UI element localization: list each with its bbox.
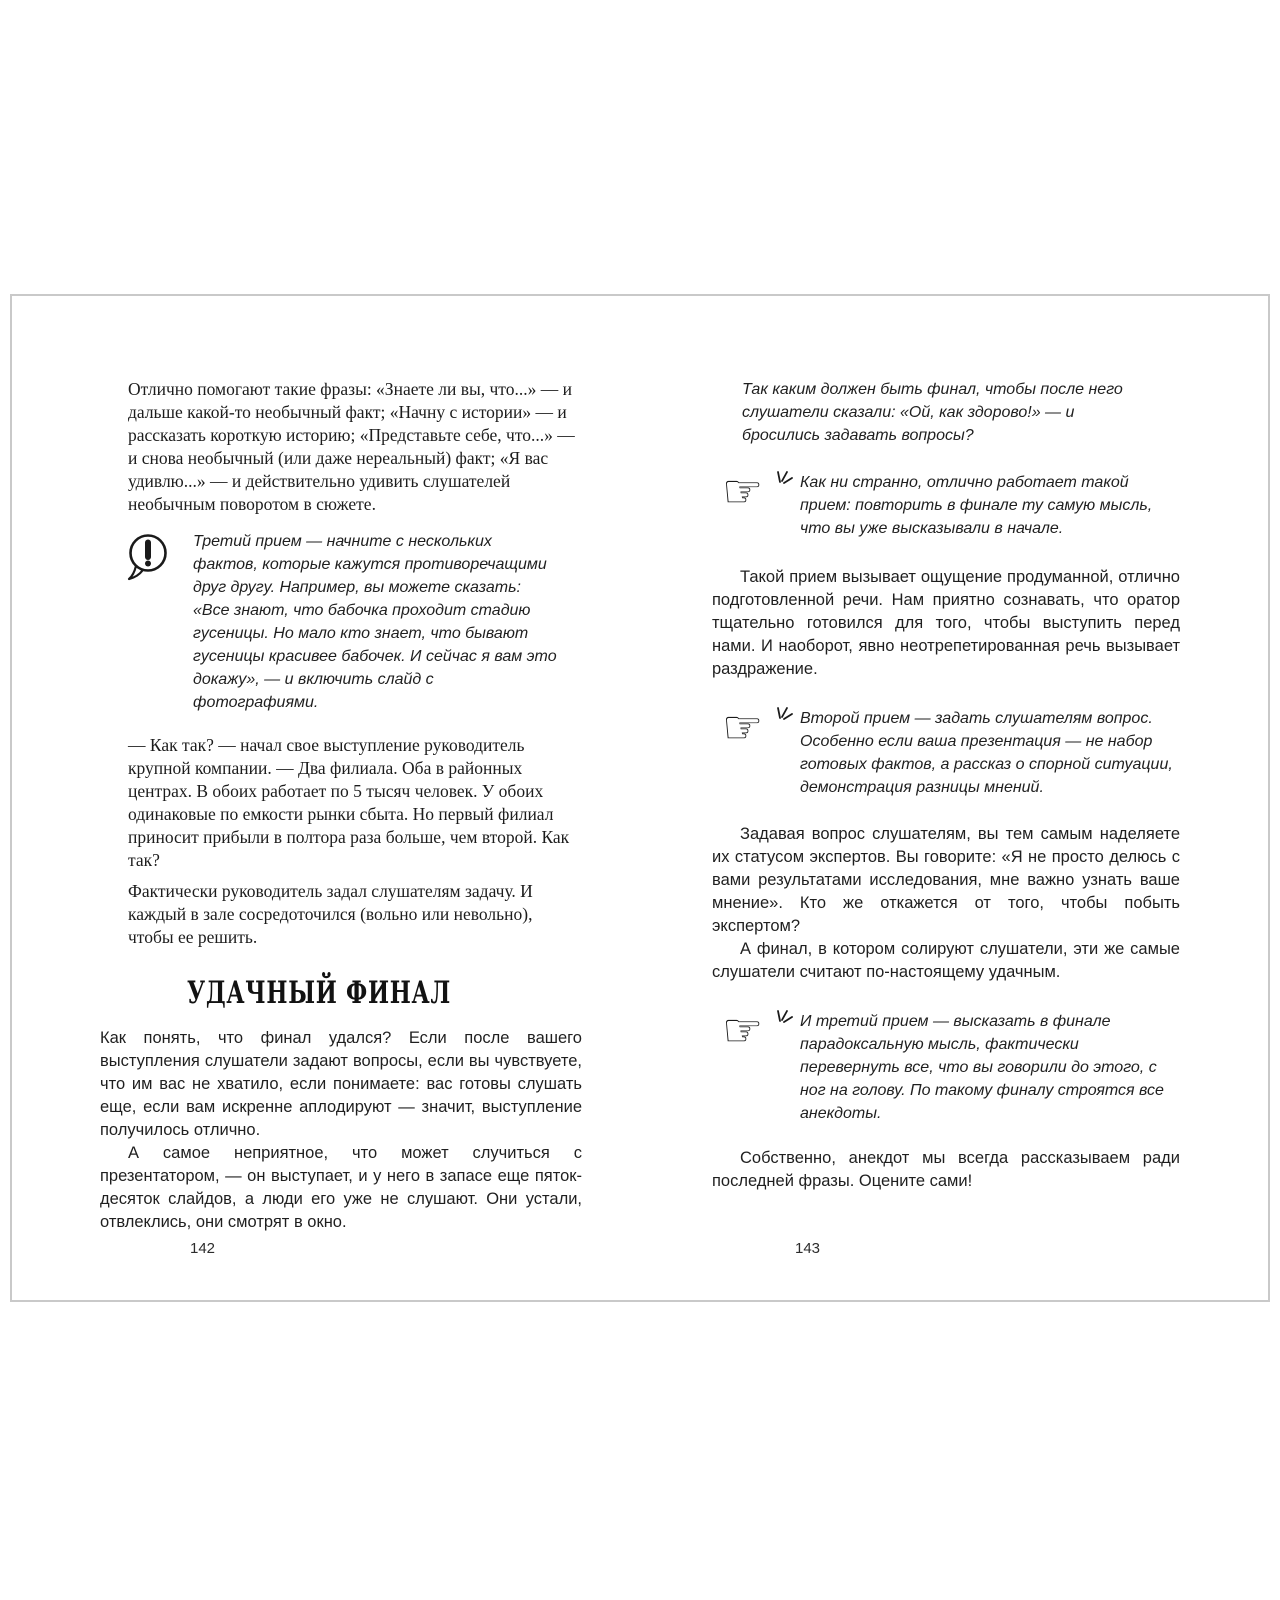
pointing-hand-icon: ☞	[722, 467, 790, 517]
page-right-column	[712, 378, 1180, 1193]
exclamation-speech-bubble-icon	[125, 532, 171, 582]
body-paragraph: Задавая вопрос слушателям, вы тем самым наделяете их статусом экспертов. Вы говорите: «Я не просто делюсь с вами результатами исследования, мне важно узнать ваше мнение». Кто же откажется от того, чтобы побыть экспертом?	[712, 825, 1180, 935]
page-sheet	[10, 294, 1270, 1302]
body-paragraph: Как понять, что финал удался? Если после вашего выступления слушатели задают вопросы, если вы чувствуете, что им вас не хватило, если понимаете: вас готовы слушать еще, если вам искренне аплодируют — значит, выступление получилось отлично.	[100, 1029, 582, 1139]
note-callout-text: Третий прием — начните с нескольких фактов, которые кажутся противоречащими друг другу. Например, вы можете сказать: «Все знают, что бабочка проходит стадию гусеницы. Но мало кто знает, что бывают гусеницы красивее бабочек. И сейчас я вам это докажу», — и включить слайд с фотографиями.	[193, 533, 557, 711]
pointer-callout-text: Второй прием — задать слушателям вопрос. Особенно если ваша презентация — не набор готовых фактов, а рассказ о спорной ситуации, демонстрация разницы мнений.	[800, 710, 1173, 796]
note-callout	[125, 530, 582, 714]
body-paragraph: А финал, в котором солируют слушатели, эти же самые слушатели считают по-настоящему удачным.	[712, 940, 1180, 981]
page-number-right: 143	[795, 1240, 821, 1257]
pointer-callout-text: Как ни странно, отлично работает такой прием: повторить в финале ту самую мысль, что вы уже высказывали в начале.	[800, 474, 1153, 537]
italic-intro-paragraph: Так каким должен быть финал, чтобы после него слушатели сказали: «Ой, как здорово!» — и бросились задавать вопросы?	[742, 381, 1123, 444]
body-paragraph: Собственно, анекдот мы всегда рассказываем ради последней фразы. Оцените сами!	[712, 1149, 1180, 1190]
pointer-callout-1	[722, 464, 1180, 540]
page-left-column	[100, 378, 582, 1234]
intro-paragraph: Отлично помогают такие фразы: «Знаете ли вы, что...» — и дальше какой-то необычный факт; «Начну с истории» — и рассказать короткую историю; «Представьте себе, что...» — и снова необычный (или даже нереальный) факт; «Я вас удивлю...» — и действительно удивить слушателей необычным поворотом в сюжете.	[128, 379, 575, 514]
pointing-hand-icon: ☞	[722, 1006, 790, 1056]
section-heading-row	[100, 973, 582, 1015]
task-paragraph: Фактически руководитель задал слушателям задачу. И каждый в зале сосредоточился (вольно или невольно), чтобы ее решить.	[128, 881, 533, 947]
page-number-left: 142	[190, 1240, 216, 1257]
pointer-callout-3	[722, 1003, 1180, 1125]
body-paragraph: А самое неприятное, что может случиться с презентатором, — он выступает, и у него в запасе еще пяток-десяток слайдов, а люди его уже не слушают. Они устали, отвлеклись, они смотрят в окно.	[100, 1144, 582, 1231]
click-sparkle-icon	[776, 1005, 794, 1025]
body-paragraph: Такой прием вызывает ощущение продуманной, отлично подготовленной речи. Нам приятно сознавать, что оратор тщательно готовился для того, чтобы выступить перед нами. И наоборот, явно неотрепетированная речь вызывает раздражение.	[712, 568, 1180, 678]
section-heading: УДАЧНЫЙ ФИНАЛ	[187, 975, 451, 1011]
click-sparkle-icon	[776, 702, 794, 722]
pointer-callout-text: И третий прием — высказать в финале парадоксальную мысль, фактически перевернуть все, что вы говорили до этого, с ног на голову. По такому финалу строятся все анекдоты.	[800, 1013, 1164, 1122]
pointing-hand-icon: ☞	[722, 703, 790, 753]
dialog-paragraph: — Как так? — начал свое выступление руководитель крупной компании. — Два филиала. Оба в районных центрах. В обоих работает по 5 тысяч человек. У обоих одинаковые по емкости рынки сбыта. Но первый филиал приносит прибыли в полтора раза больше, чем второй. Как так?	[128, 735, 570, 870]
click-sparkle-icon	[776, 466, 794, 486]
pointer-callout-2	[722, 700, 1180, 799]
